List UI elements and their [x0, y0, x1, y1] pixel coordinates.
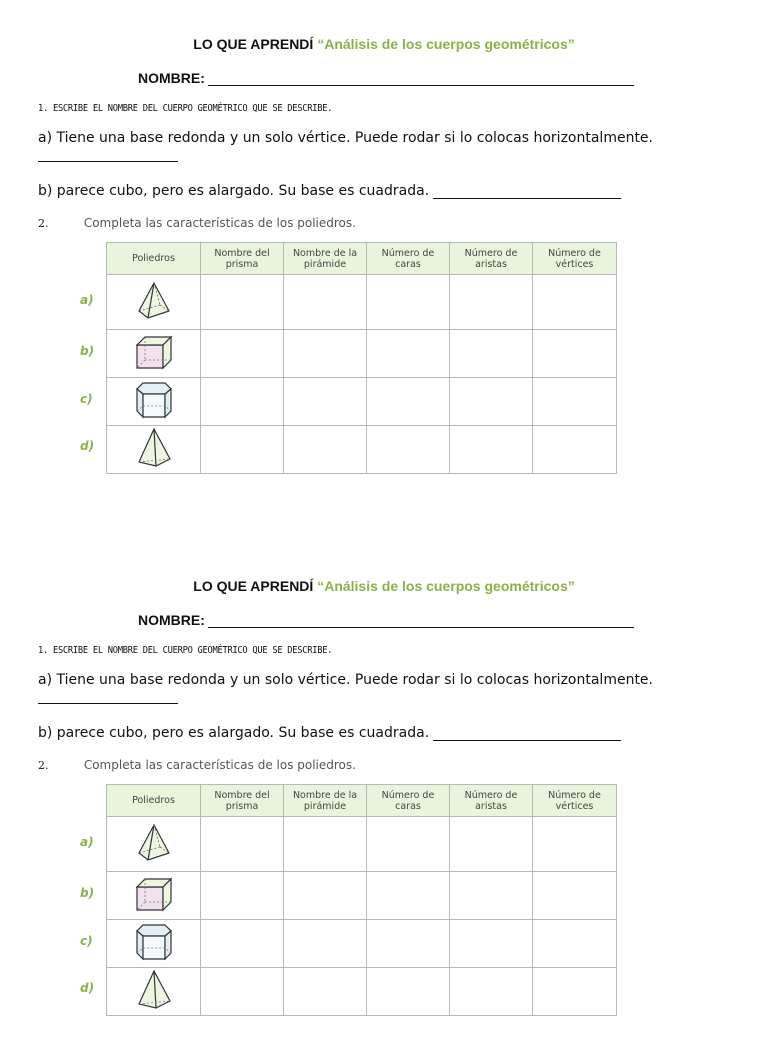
title-subtitle: “Análisis de los cuerpos geométricos”	[317, 578, 575, 594]
answer-cell[interactable]	[450, 275, 533, 330]
table-header-cell: Número de caras	[367, 785, 450, 817]
name-row	[138, 70, 634, 86]
answer-cell[interactable]	[284, 426, 367, 474]
answer-cell[interactable]	[367, 275, 450, 330]
question-2-text: Completa las características de los poliedros.	[83, 758, 356, 772]
answer-cell[interactable]	[367, 378, 450, 426]
answer-cell[interactable]	[201, 968, 284, 1016]
answer-cell[interactable]	[284, 378, 367, 426]
table-header-cell: Número de vértices	[533, 785, 617, 817]
name-blank-line[interactable]	[208, 613, 634, 628]
table-row	[107, 426, 617, 474]
worksheet-title	[0, 578, 768, 594]
polyhedron-cell	[107, 426, 201, 474]
answer-cell[interactable]	[533, 275, 617, 330]
question-1a-text: a) Tiene una base redonda y un solo vértice. Puede rodar si lo colocas horizontalmente.	[38, 130, 653, 146]
answer-cell[interactable]	[450, 817, 533, 872]
table-row	[107, 378, 617, 426]
answer-cell[interactable]	[201, 275, 284, 330]
row-letter: b)	[80, 344, 95, 358]
answer-cell[interactable]	[201, 426, 284, 474]
polyhedron-cell	[107, 275, 201, 330]
answer-cell[interactable]	[367, 426, 450, 474]
answer-cell[interactable]	[367, 330, 450, 378]
table-header-row	[107, 243, 617, 275]
answer-cell[interactable]	[367, 920, 450, 968]
rectangular-prism-icon	[133, 905, 175, 916]
answer-cell[interactable]	[450, 378, 533, 426]
question-1b-answer-line[interactable]	[433, 185, 621, 199]
answer-cell[interactable]	[201, 378, 284, 426]
question-1-instruction: 1. ESCRIBE EL NOMBRE DEL CUERPO GEOMÉTRICO QUE SE DESCRIBE.	[38, 103, 333, 114]
row-letter: d)	[80, 980, 95, 995]
answer-cell[interactable]	[201, 920, 284, 968]
hexagonal-prism-icon	[134, 412, 174, 423]
answer-cell[interactable]	[533, 872, 617, 920]
table-header-cell: Poliedros	[107, 243, 201, 275]
answer-cell[interactable]	[284, 330, 367, 378]
question-1b-text: b) parece cubo, pero es alargado. Su base es cuadrada.	[38, 725, 430, 741]
table-header-cell: Nombre de la pirámide	[284, 785, 367, 817]
answer-cell[interactable]	[533, 330, 617, 378]
question-1b	[38, 183, 621, 199]
answer-cell[interactable]	[201, 330, 284, 378]
question-2-number: 2.	[38, 217, 49, 230]
table-header-row	[107, 785, 617, 817]
table-row	[107, 275, 617, 330]
question-2-number: 2.	[38, 759, 49, 772]
question-1b-text: b) parece cubo, pero es alargado. Su base es cuadrada.	[38, 183, 430, 199]
question-1b-answer-line[interactable]	[433, 727, 621, 741]
answer-cell[interactable]	[201, 872, 284, 920]
answer-cell[interactable]	[533, 920, 617, 968]
answer-cell[interactable]	[284, 920, 367, 968]
question-1a-text: a) Tiene una base redonda y un solo vértice. Puede rodar si lo colocas horizontalmente.	[38, 672, 653, 688]
polyhedron-cell	[107, 872, 201, 920]
table-row	[107, 872, 617, 920]
answer-cell[interactable]	[450, 330, 533, 378]
table-row	[107, 920, 617, 968]
name-row	[138, 612, 634, 628]
question-1b	[38, 725, 621, 741]
table-header-cell: Número de vértices	[533, 243, 617, 275]
question-1-instruction: 1. ESCRIBE EL NOMBRE DEL CUERPO GEOMÉTRICO QUE SE DESCRIBE.	[38, 645, 333, 656]
polyhedra-table	[106, 784, 617, 1016]
row-letter: a)	[80, 834, 94, 849]
answer-cell[interactable]	[367, 968, 450, 1016]
row-letter: c)	[80, 392, 93, 406]
row-letter: c)	[80, 934, 93, 948]
triangular-pyramid-icon	[134, 1004, 174, 1015]
table-body	[107, 817, 617, 1016]
table-row	[107, 968, 617, 1016]
polyhedra-table	[106, 242, 617, 474]
question-2	[38, 216, 356, 230]
name-label: NOMBRE:	[138, 70, 205, 86]
worksheet-title	[0, 36, 768, 52]
name-label: NOMBRE:	[138, 612, 205, 628]
title-main: LO QUE APRENDÍ	[193, 36, 314, 52]
polyhedron-cell	[107, 920, 201, 968]
answer-cell[interactable]	[450, 920, 533, 968]
answer-cell[interactable]	[533, 426, 617, 474]
answer-cell[interactable]	[450, 426, 533, 474]
question-1a-answer-line[interactable]	[38, 703, 178, 704]
answer-cell[interactable]	[201, 817, 284, 872]
polyhedron-cell	[107, 378, 201, 426]
square-pyramid-icon	[134, 856, 174, 867]
answer-cell[interactable]	[533, 817, 617, 872]
table-header-cell: Número de aristas	[450, 785, 533, 817]
answer-cell[interactable]	[450, 872, 533, 920]
polyhedron-cell	[107, 968, 201, 1016]
row-letter: d)	[80, 438, 95, 453]
triangular-pyramid-icon	[134, 462, 174, 473]
answer-cell[interactable]	[284, 817, 367, 872]
table-header-cell: Poliedros	[107, 785, 201, 817]
title-subtitle: “Análisis de los cuerpos geométricos”	[317, 36, 575, 52]
table-header-cell: Nombre de la pirámide	[284, 243, 367, 275]
answer-cell[interactable]	[533, 968, 617, 1016]
answer-cell[interactable]	[450, 968, 533, 1016]
table-header-cell: Nombre del prisma	[201, 785, 284, 817]
hexagonal-prism-icon	[134, 954, 174, 965]
table-header-cell: Número de caras	[367, 243, 450, 275]
table-body	[107, 275, 617, 474]
polyhedron-cell	[107, 817, 201, 872]
table-row	[107, 330, 617, 378]
table-header-cell: Nombre del prisma	[201, 243, 284, 275]
question-1a-answer-line[interactable]	[38, 161, 178, 162]
worksheet-top	[0, 0, 768, 512]
square-pyramid-icon	[134, 314, 174, 325]
answer-cell[interactable]	[533, 378, 617, 426]
table-row	[107, 817, 617, 872]
question-2-text: Completa las características de los poliedros.	[83, 216, 356, 230]
answer-cell[interactable]	[367, 872, 450, 920]
name-blank-line[interactable]	[208, 71, 634, 86]
title-main: LO QUE APRENDÍ	[193, 578, 314, 594]
table-header-cell: Número de aristas	[450, 243, 533, 275]
answer-cell[interactable]	[367, 817, 450, 872]
row-letter: b)	[80, 886, 95, 900]
answer-cell[interactable]	[284, 275, 367, 330]
rectangular-prism-icon	[133, 363, 175, 374]
polyhedron-cell	[107, 330, 201, 378]
answer-cell[interactable]	[284, 872, 367, 920]
question-2	[38, 758, 356, 772]
answer-cell[interactable]	[284, 968, 367, 1016]
row-letter: a)	[80, 292, 94, 307]
worksheet-bottom	[0, 542, 768, 1054]
